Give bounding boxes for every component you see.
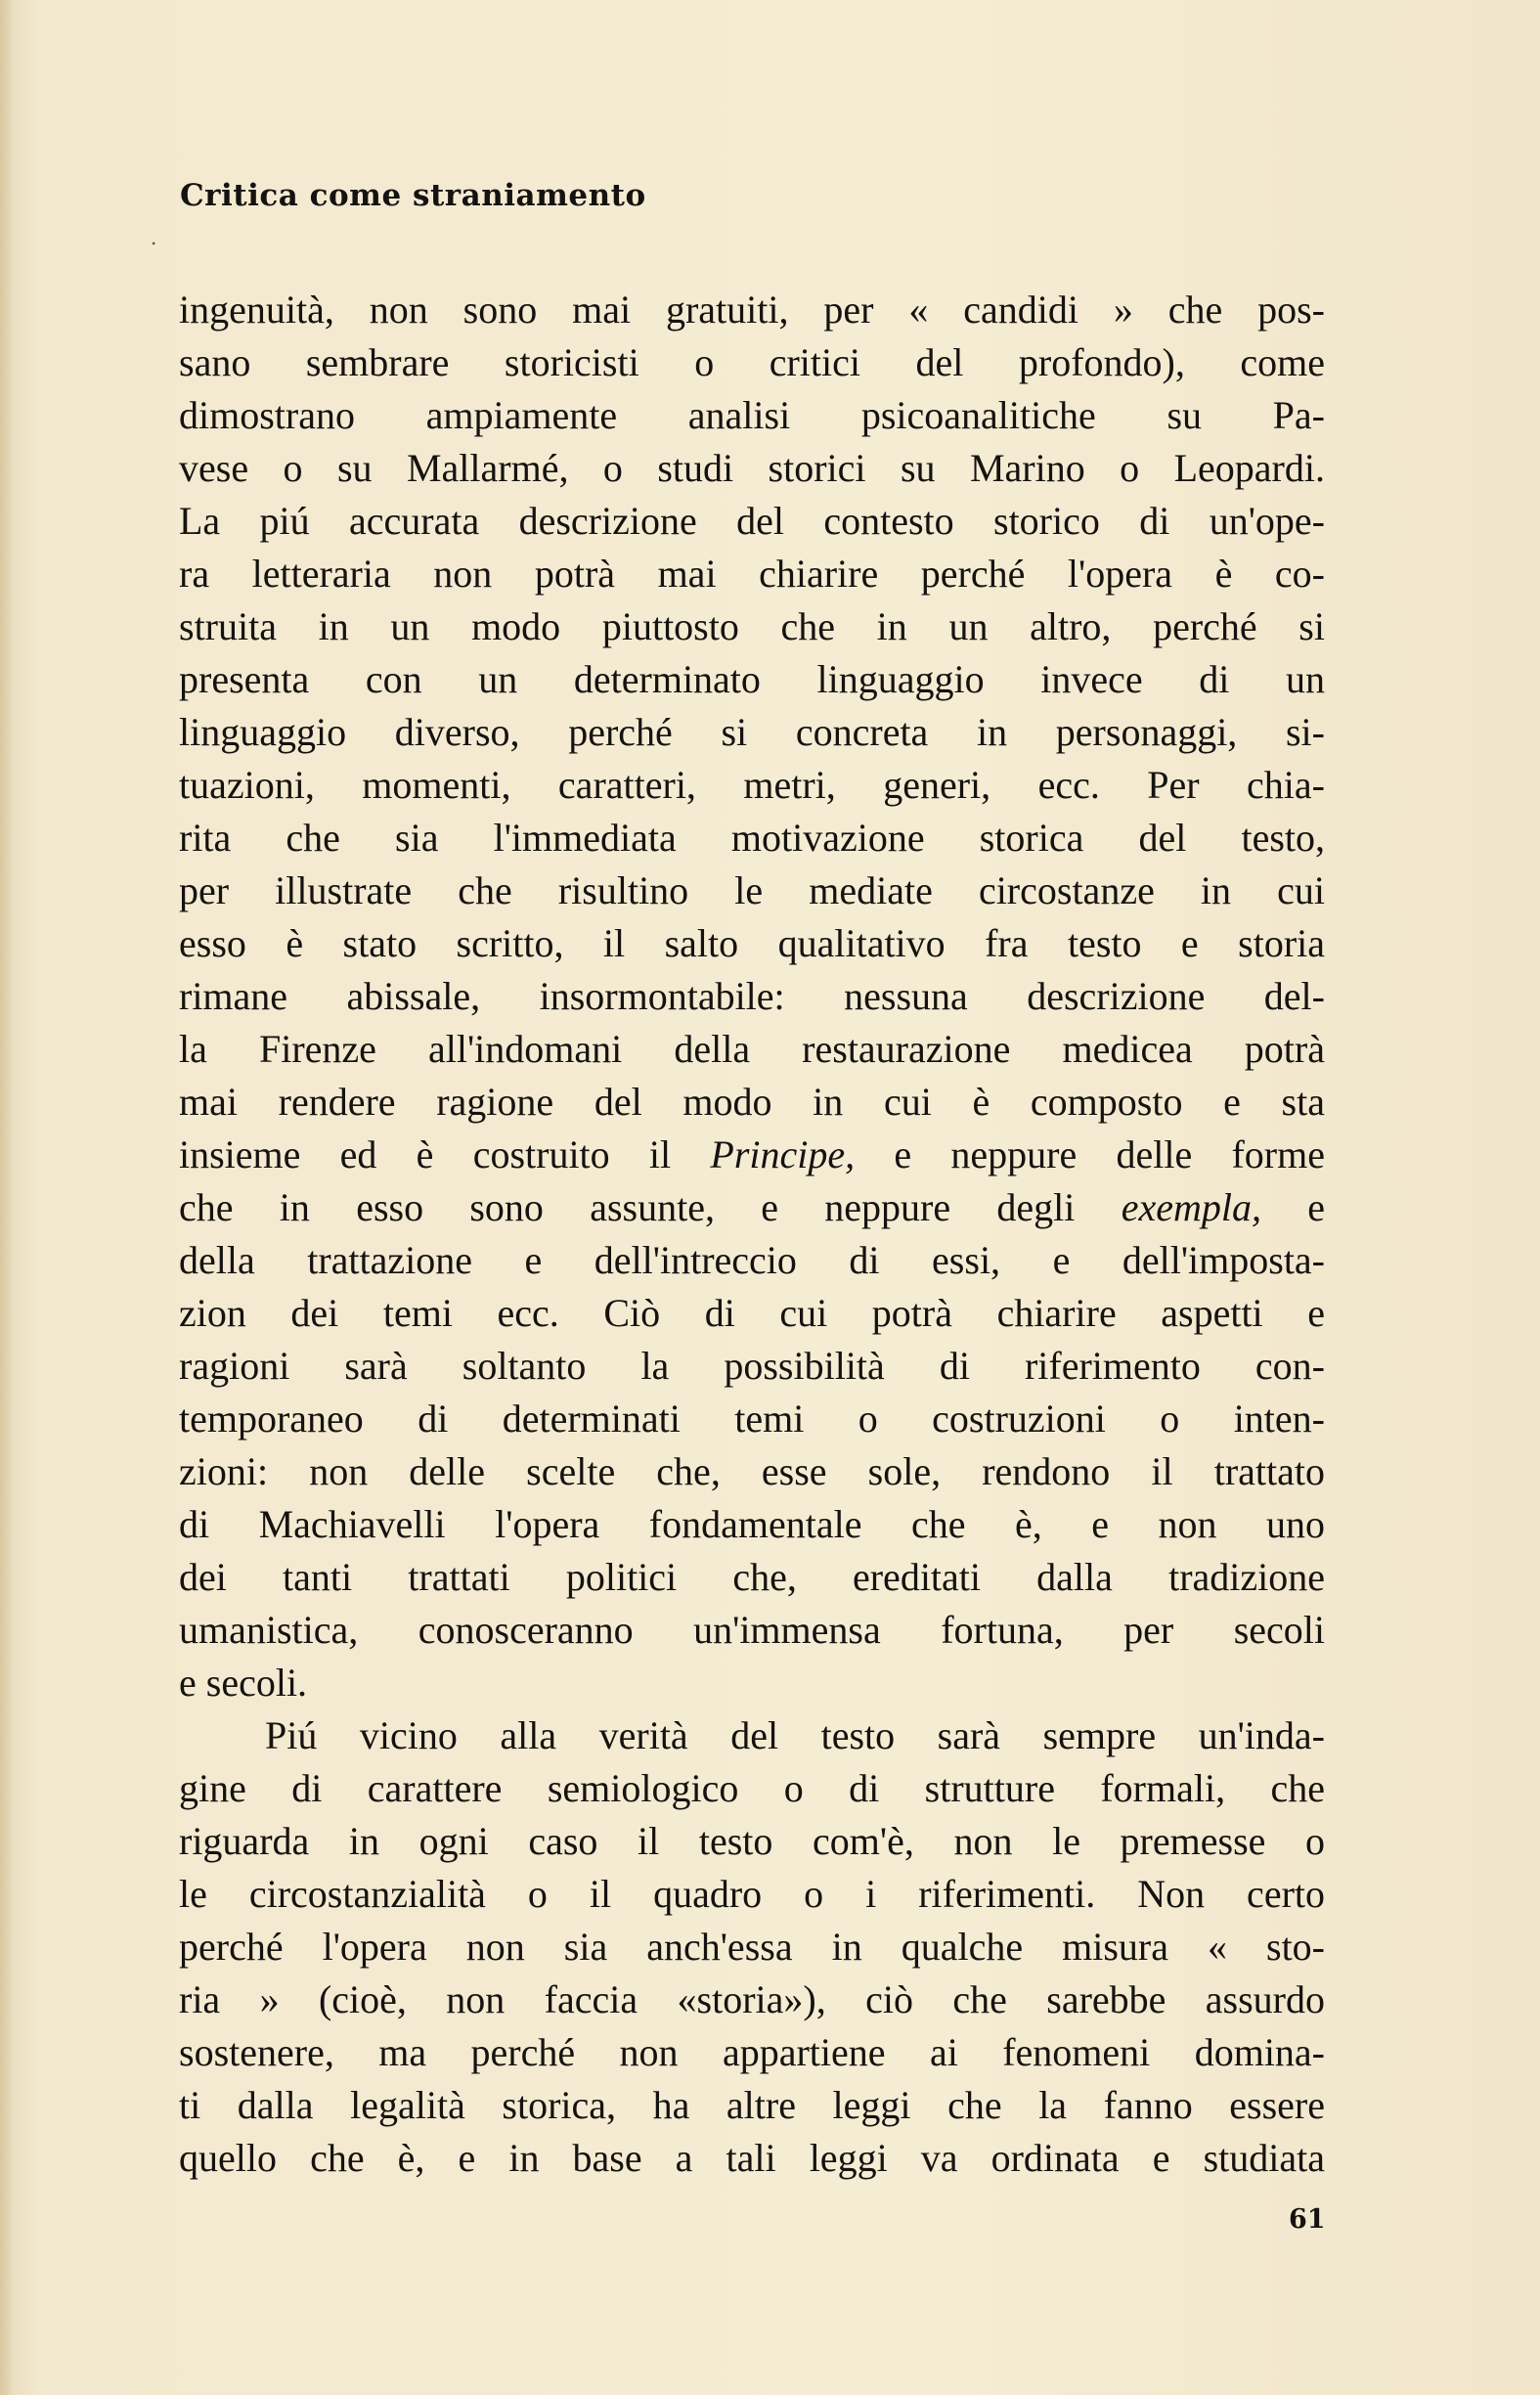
text-line: vese o su Mallarmé, o studi storici su Marino o Leopardi.	[179, 446, 1325, 490]
page-spine-shadow	[0, 0, 14, 2395]
text-line: la Firenze all'indomani della restaurazione medicea potrà	[179, 1027, 1325, 1071]
text-line: zion dei temi ecc. Ciò di cui potrà chiarire aspetti e	[179, 1291, 1325, 1335]
italic-word-exempla: exempla,	[1121, 1185, 1261, 1229]
text-line: struita in un modo piuttosto che in un altro, perché si	[179, 604, 1325, 648]
text-line: della trattazione e dell'intreccio di essi, e dell'imposta-	[179, 1238, 1325, 1282]
body-text	[179, 284, 1325, 2185]
text-line	[179, 1129, 1325, 1181]
text-line: temporaneo di determinati temi o costruzioni o inten-	[179, 1397, 1325, 1441]
text-line: Piú vicino alla verità del testo sarà sempre un'inda-	[265, 1713, 1325, 1757]
page-number: 61	[1289, 2204, 1326, 2235]
text-line: sano sembrare storicisti o critici del profondo), come	[179, 340, 1325, 384]
text-line: esso è stato scritto, il salto qualitativo fra testo e storia	[179, 921, 1325, 965]
text-line: umanistica, conosceranno un'immensa fortuna, per secoli	[179, 1608, 1325, 1652]
text-line: ragioni sarà soltanto la possibilità di riferimento con-	[179, 1344, 1325, 1388]
text-line: per illustrate che risultino le mediate circostanze in cui	[179, 868, 1325, 912]
text-line: rimane abissale, insormontabile: nessuna descrizione del-	[179, 974, 1325, 1018]
text-line: zioni: non delle scelte che, esse sole, rendono il trattato	[179, 1449, 1325, 1493]
text-line: gine di carattere semiologico o di strutture formali, che	[179, 1766, 1325, 1810]
text-line: ingenuità, non sono mai gratuiti, per « candidi » che pos-	[179, 288, 1325, 332]
text-line: mai rendere ragione del modo in cui è composto e sta	[179, 1080, 1325, 1124]
text-line: riguarda in ogni caso il testo com'è, non le premesse o	[179, 1819, 1325, 1863]
text-line: di Machiavelli l'opera fondamentale che è, e non uno	[179, 1502, 1325, 1546]
text-line: tuazioni, momenti, caratteri, metri, generi, ecc. Per chia-	[179, 763, 1325, 807]
text-line: presenta con un determinato linguaggio invece di un	[179, 657, 1325, 701]
text-line: le circostanzialità o il quadro o i riferimenti. Non certo	[179, 1872, 1325, 1916]
text-line: perché l'opera non sia anch'essa in qualche misura « sto-	[179, 1925, 1325, 1969]
text-line: dimostrano ampiamente analisi psicoanalitiche su Pa-	[179, 393, 1325, 437]
text-run: e	[1260, 1185, 1325, 1229]
italic-title-principe: Principe,	[710, 1132, 856, 1176]
text-line: linguaggio diverso, perché si concreta in personaggi, si-	[179, 710, 1325, 754]
text-run: insieme ed è costruito il	[179, 1132, 711, 1176]
running-head: Critica come straniamento	[180, 178, 646, 213]
text-line: ti dalla legalità storica, ha altre leggi che la fanno essere	[179, 2083, 1325, 2127]
text-line: ria » (cioè, non faccia «storia»), ciò che sarebbe assurdo	[179, 1977, 1325, 2021]
text-line: ra letteraria non potrà mai chiarire perché l'opera è co-	[179, 552, 1325, 596]
text-line: quello che è, e in base a tali leggi va ordinata e studiata	[179, 2136, 1325, 2180]
text-line: La piú accurata descrizione del contesto storico di un'ope-	[179, 499, 1325, 543]
ornament-mark: •	[152, 237, 156, 250]
text-run: che in esso sono assunte, e neppure degli	[179, 1185, 1122, 1229]
text-line	[179, 1181, 1325, 1234]
text-line: sostenere, ma perché non appartiene ai fenomeni domina-	[179, 2030, 1325, 2074]
text-line: rita che sia l'immediata motivazione storica del testo,	[179, 816, 1325, 860]
text-run: e neppure delle forme	[855, 1132, 1325, 1176]
text-line: e secoli.	[179, 1661, 308, 1705]
text-line: dei tanti trattati politici che, ereditati dalla tradizione	[179, 1555, 1325, 1599]
